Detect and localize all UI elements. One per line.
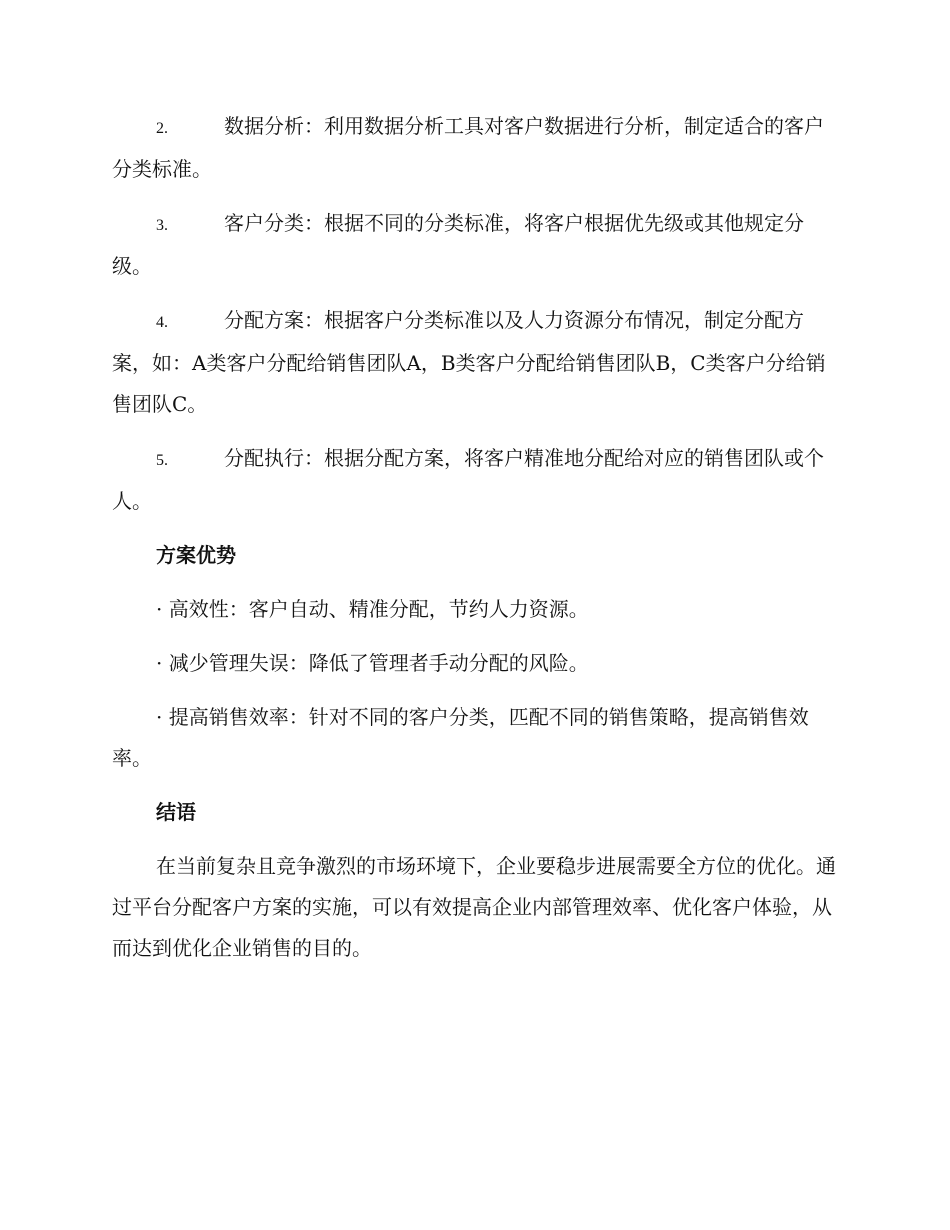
advantage-item: · 提高销售效率：针对不同的客户分类，匹配不同的销售策略，提高销售效率。: [112, 705, 809, 770]
step-item: [112, 300, 836, 425]
step-item: [112, 438, 836, 522]
step-item: [112, 106, 836, 190]
advantage-item: · 高效性：客户自动、精准分配，节约人力资源。: [156, 597, 589, 621]
advantages-heading: 方案优势: [156, 543, 236, 567]
conclusion-heading: 结语: [156, 800, 196, 824]
step-text: 客户分类：根据不同的分类标准，将客户根据优先级或其他规定分级。: [112, 211, 804, 278]
document-body: [112, 106, 836, 969]
step-number: 2.: [156, 120, 168, 137]
step-item: [112, 203, 836, 287]
advantage-item: · 减少管理失误：降低了管理者手动分配的风险。: [156, 651, 589, 675]
step-text: 分配执行：根据分配方案，将客户精准地分配给对应的销售团队或个人。: [112, 446, 824, 513]
step-text: 分配方案：根据客户分类标准以及人力资源分布情况，制定分配方案，如：A类客户分配给销售团队A，B类客户分配给销售团队B，C类客户分给销售团队C。: [112, 308, 826, 416]
step-number: 5.: [156, 452, 168, 469]
step-number: 3.: [156, 217, 168, 234]
step-number: 4.: [156, 314, 168, 331]
step-text: 数据分析：利用数据分析工具对客户数据进行分析，制定适合的客户分类标准。: [112, 114, 824, 181]
conclusion-paragraph: 在当前复杂且竞争激烈的市场环境下，企业要稳步进展需要全方位的优化。通过平台分配客户方案的实施，可以有效提高企业内部管理效率、优化客户体验，从而达到优化企业销售的目的。: [112, 854, 836, 960]
